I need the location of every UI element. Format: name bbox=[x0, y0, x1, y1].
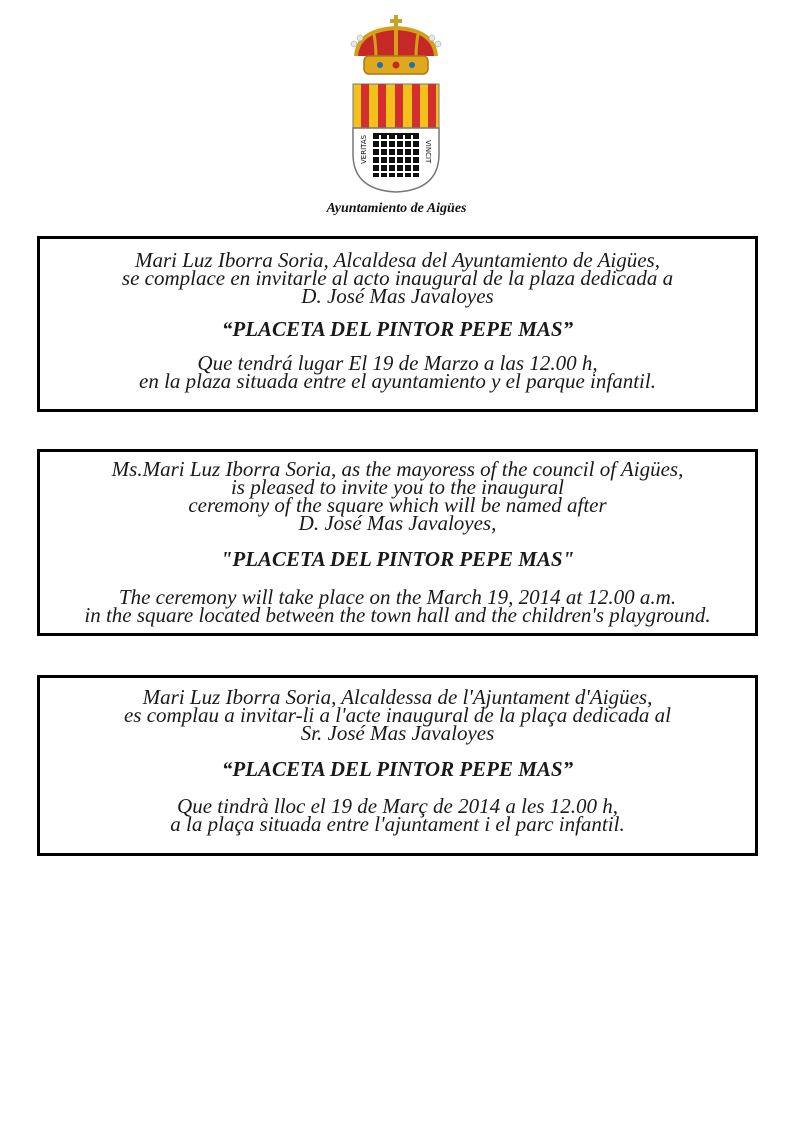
intro-line: ceremony of the square which will be named after bbox=[188, 493, 607, 517]
invitation-details bbox=[40, 351, 755, 393]
details-line: Que tindrà lloc el 19 de Març de 2014 a les 12.00 h, bbox=[177, 794, 618, 818]
invitation-english bbox=[37, 449, 758, 636]
invitation-details bbox=[40, 585, 755, 627]
details-line: en la plaza situada entre el ayuntamiento y el parque infantil. bbox=[139, 369, 656, 393]
crest-motto-left: VERITAS bbox=[360, 134, 368, 164]
invitation-valencian bbox=[37, 675, 758, 856]
invitation-title: “PLACETA DEL PINTOR PEPE MAS” bbox=[221, 317, 574, 341]
intro-line: se complace en invitarle al acto inaugural de la plaza dedicada a bbox=[121, 266, 674, 290]
invitation-title: "PLACETA DEL PINTOR PEPE MAS" bbox=[220, 547, 575, 571]
details-line: Que tendrá lugar El 19 de Marzo a las 12.00 h, bbox=[197, 351, 598, 375]
details-line: in the square located between the town hall and the children's playground. bbox=[84, 603, 711, 627]
organization-name: Ayuntamiento de Aigües bbox=[326, 201, 467, 216]
invitation-title: “PLACETA DEL PINTOR PEPE MAS” bbox=[221, 757, 574, 781]
details-line: a la plaça situada entre l'ajuntament i el parc infantil. bbox=[170, 812, 625, 836]
invitation-spanish bbox=[37, 236, 758, 412]
invitation-details bbox=[40, 794, 755, 836]
intro-line: D. José Mas Javaloyes, bbox=[298, 511, 497, 535]
coat-of-arms bbox=[346, 14, 446, 196]
intro-line: es complau a invitar-li a l'acte inaugural de la plaça dedicada al bbox=[123, 703, 672, 727]
details-line: The ceremony will take place on the March 19, 2014 at 12.00 a.m. bbox=[118, 585, 677, 609]
crest-motto-right: VINCIT bbox=[424, 140, 432, 164]
invitation-intro bbox=[40, 452, 755, 535]
intro-line: is pleased to invite you to the inaugural bbox=[230, 475, 565, 499]
invitation-intro bbox=[40, 239, 755, 308]
intro-line: Ms.Mari Luz Iborra Soria, as the mayoress of the council of Aigües, bbox=[111, 457, 684, 481]
intro-line: Mari Luz Iborra Soria, Alcaldesa del Ayuntamiento de Aigües, bbox=[135, 248, 660, 272]
intro-line: Mari Luz Iborra Soria, Alcaldessa de l'Ajuntament d'Aigües, bbox=[142, 685, 653, 709]
invitation-intro bbox=[40, 678, 755, 745]
intro-line: Sr. José Mas Javaloyes bbox=[300, 721, 495, 745]
intro-line: D. José Mas Javaloyes bbox=[301, 284, 494, 308]
